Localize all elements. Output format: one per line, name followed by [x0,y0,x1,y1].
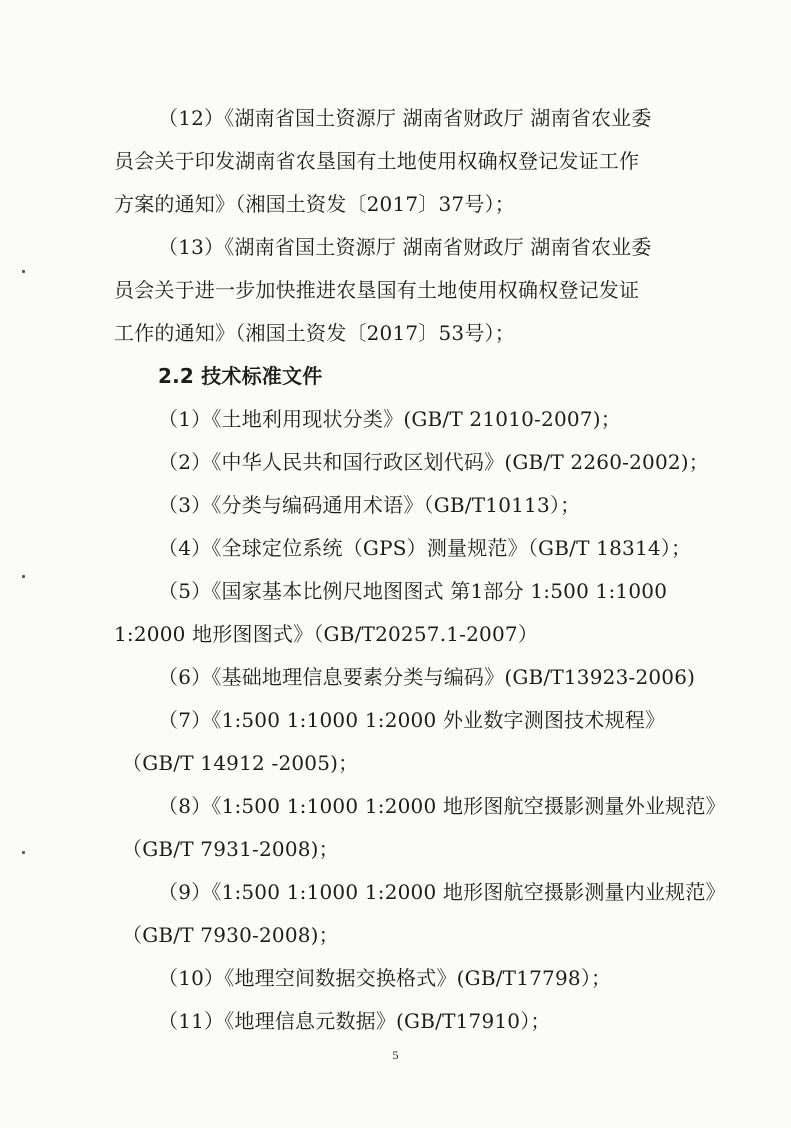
standard-item-7-line-1: （7）《1:500 1:1000 1:2000 外业数字测图技术规程》 [158,708,666,732]
paragraph-12-line-1: （12）《湖南省国土资源厅 湖南省财政厅 湖南省农业委 [158,106,652,130]
standard-item-6: （6）《基础地理信息要素分类与编码》(GB/T13923-2006) [158,665,696,689]
standard-item-1: （1）《土地利用现状分类》(GB/T 21010-2007)； [158,407,621,431]
standard-item-5-line-1: （5）《国家基本比例尺地图图式 第1部分 1:500 1:1000 [158,579,668,603]
standard-item-10: （10）《地理空间数据交换格式》(GB/T17798）； [158,966,612,990]
section-heading: 2.2 技术标准文件 [158,364,323,388]
standard-item-3: （3）《分类与编码通用术语》（GB/T10113）； [158,493,581,517]
page-number: 5 [392,1048,399,1062]
standard-item-9-line-2: （GB/T 7930-2008)； [122,923,339,947]
standard-item-2: （2）《中华人民共和国行政区划代码》(GB/T 2260-2002)； [158,450,709,474]
standard-item-7-line-2: （GB/T 14912 -2005)； [122,751,359,775]
paragraph-12-line-3: 方案的通知》（湘国土资发〔2017〕37号）； [114,192,515,216]
scan-dot [22,851,25,854]
standard-item-4: （4）《全球定位系统（GPS）测量规范》（GB/T 18314）； [158,536,692,560]
scan-dot [22,575,25,578]
paragraph-13-line-3: 工作的通知》（湘国土资发〔2017〕53号）； [114,321,515,345]
paragraph-13-line-2: 员会关于进一步加快推进农垦国有土地使用权确权登记发证 [114,278,640,302]
paragraph-12-line-2: 员会关于印发湖南省农垦国有土地使用权确权登记发证工作 [114,149,640,173]
standard-item-8-line-1: （8）《1:500 1:1000 1:2000 地形图航空摄影测量外业规范》 [158,794,726,818]
standard-item-11: （11）《地理信息元数据》(GB/T17910）； [158,1009,551,1033]
paragraph-13-line-1: （13）《湖南省国土资源厅 湖南省财政厅 湖南省农业委 [158,235,652,259]
scan-dot [22,270,25,273]
standard-item-5-line-2: 1:2000 地形图图式》（GB/T20257.1-2007） [114,622,539,646]
standard-item-8-line-2: （GB/T 7931-2008)； [122,837,339,861]
standard-item-9-line-1: （9）《1:500 1:1000 1:2000 地形图航空摄影测量内业规范》 [158,880,726,904]
